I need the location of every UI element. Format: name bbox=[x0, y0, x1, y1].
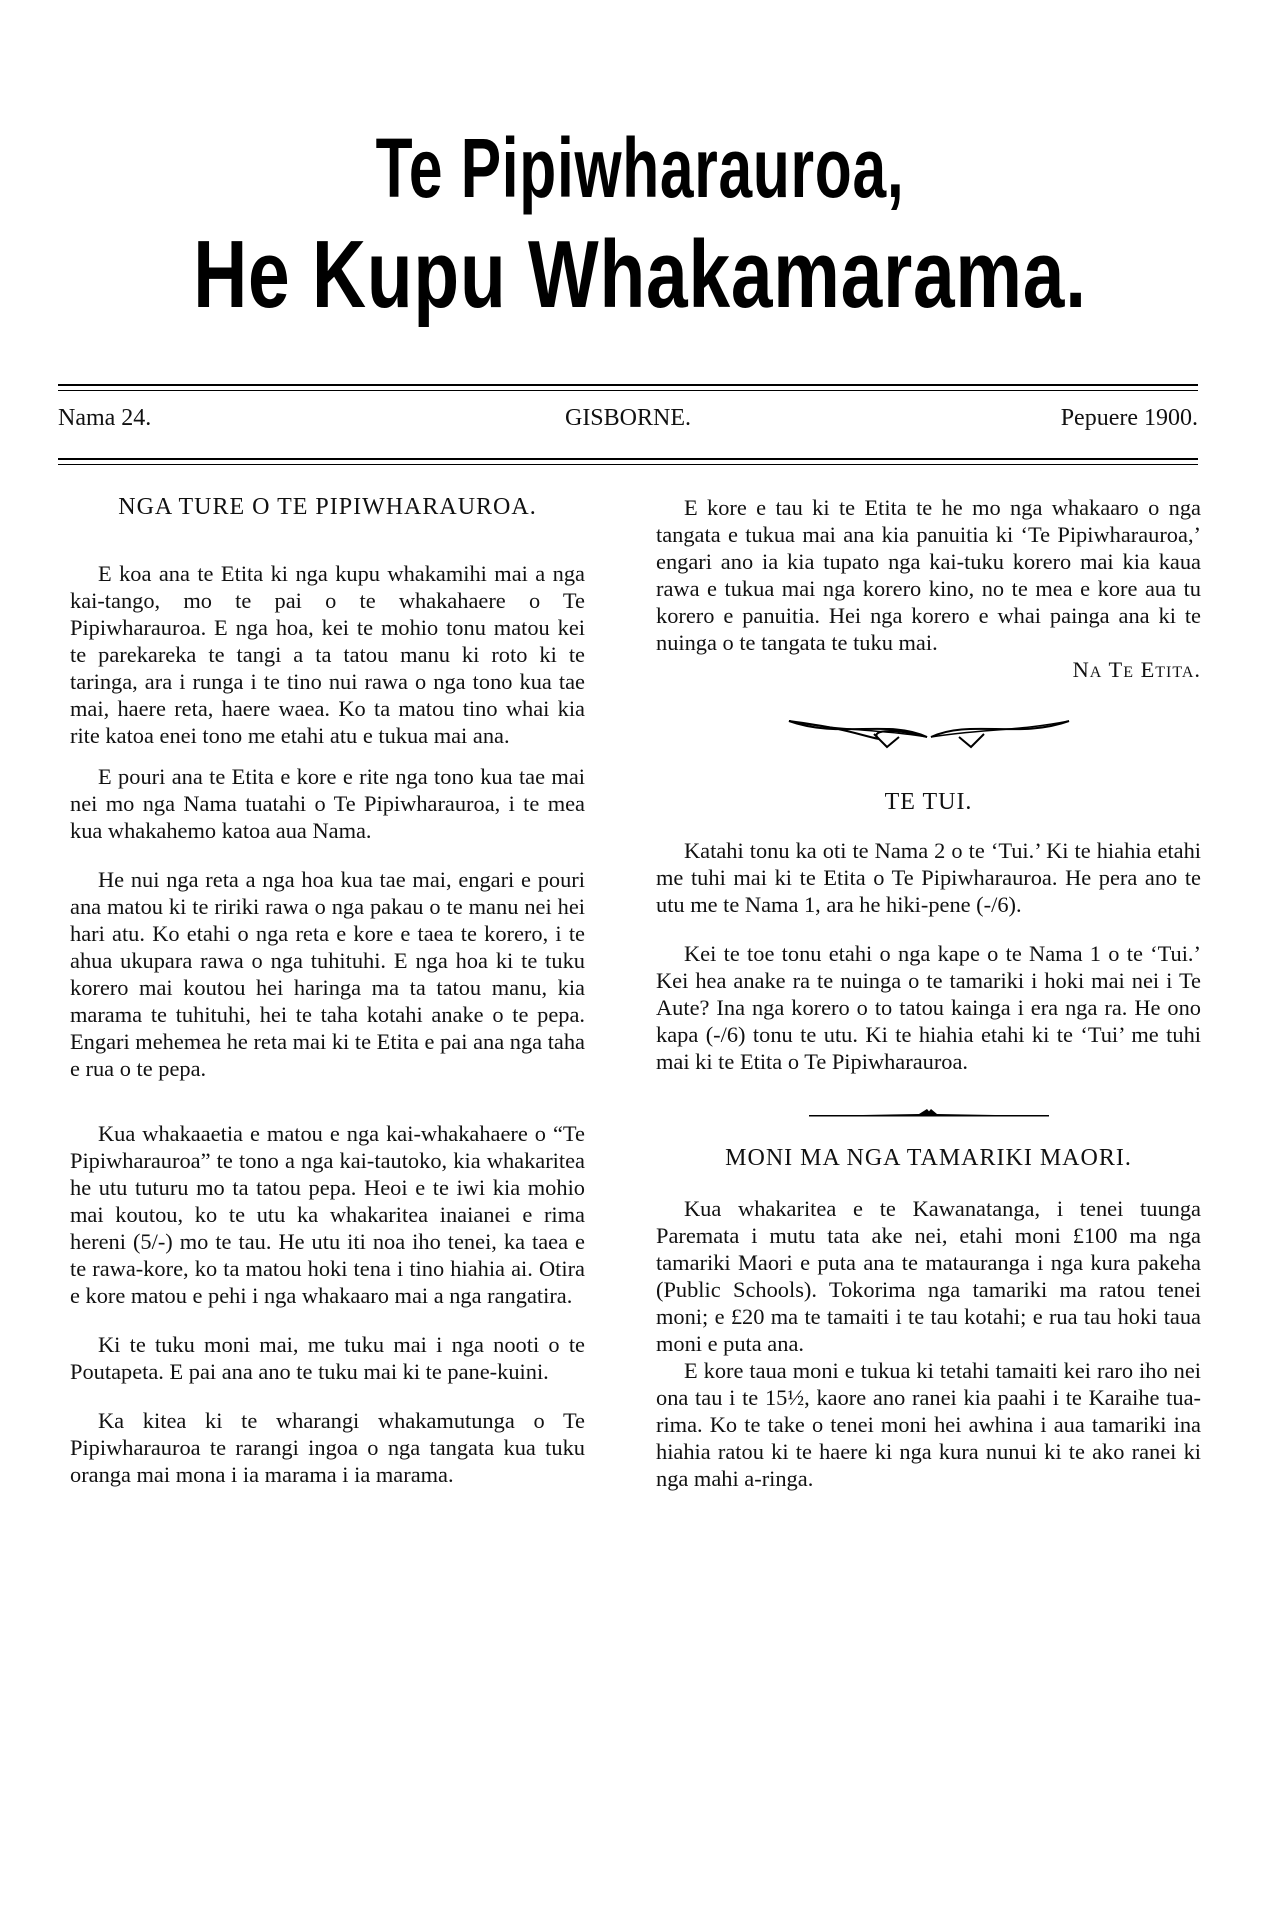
paragraph: Kua whakaaetia e matou e nga kai-whakahaere o “Te Pipiwharauroa” te tono a nga kai-tautoko, kia whakaritea he utu tuturu mo ta tatou pepa. Heoi e te iwi kia mohio mai koutou, ko te utu ka whakaritea inaianei e rima hereni (5/-) mo te tau. He utu iti noa iho tenei, ka taea e te rawa-kore, ko ta matou hoki tena i tino hiahia ai. Otira e kore matou e pehi i nga whakaaro mai a nga rangatira. bbox=[70, 1121, 585, 1308]
heading-moni: MONI MA NGA TAMARIKI MAORI. bbox=[725, 1145, 1132, 1171]
issue-date: Pepuere 1900. bbox=[1060, 405, 1198, 431]
heading-te-tui: TE TUI. bbox=[884, 789, 973, 815]
bottom-rule-2 bbox=[58, 464, 1198, 465]
masthead-title-line1: Te Pipiwharauroa, bbox=[375, 121, 905, 215]
paragraph: E pouri ana te Etita e kore e rite nga tono kua tae mai nei mo nga Nama tuatahi o Te Pipiwharauroa, i te mea kua whakahemo katoa aua Nama. bbox=[70, 764, 585, 843]
editor-notice: E kore e tau ki te Etita te he mo nga whakaaro o nga tangata e tukua mai ana kia panuitia ki ‘Te Pipiwharauroa,’ engari ano ia kia tupato nga kai-tuku korero mai kia kaua rawa e tukua mai nga korero kino, no te mea e kore aua tu korero e panuitia. Hei nga korero e whai painga ana ki te nuinga o te tangata te tuku mai. bbox=[656, 495, 1201, 655]
masthead-title-line2: He Kupu Whakamarama. bbox=[193, 221, 1087, 328]
paragraph: Ki te tuku moni mai, me tuku mai i nga nooti o te Poutapeta. E pai ana ano te tuku mai ki te pane-kuini. bbox=[70, 1332, 585, 1384]
paragraph: Kei te toe tonu etahi o nga kape o te Nama 1 o te ‘Tui.’ Kei hea anake ra te nuinga o te tamariki i hoki mai nei i Te Aute? Ina nga korero o to tatou kainga i era nga ra. He ono kapa (-/6) tonu te utu. Ki te hiahia etahi ki te ‘Tui’ me tuhi mai ki te Etita o Te Pipiwharauroa. bbox=[656, 941, 1201, 1074]
paragraph: He nui nga reta a nga hoa kua tae mai, engari e pouri ana matou ki te ririki rawa o nga pakau o te manu nei hei hari atu. Ko etahi o nga reta e kore e taea te korero, i te ahua ukupara rawa o nga tuhituhi. E nga hoa ki te tuku korero mai koutou hei haringa ma ta tatou manu, kia marama te tuhituhi, hei te taha kotahi anake o te pepa. Engari mehemea he reta mai ki te Etita e pai ana nga taha e rua o te pepa. bbox=[70, 867, 585, 1081]
flourish-ornament bbox=[779, 709, 1079, 753]
issue-number: Nama 24. bbox=[58, 405, 152, 431]
top-rule-2 bbox=[58, 390, 1198, 391]
paragraph: Katahi tonu ka oti te Nama 2 o te ‘Tui.’ Ki te hiahia etahi me tuhi mai ki te Etita o Te Pipiwharauroa. He pera ano te utu me te Nama 1, ara he hiki-pene (-/6). bbox=[656, 838, 1201, 917]
editor-signature: Na Te Etita. bbox=[1072, 657, 1201, 682]
paragraph: Ka kitea ki te wharangi whakamutunga o Te Pipiwharauroa te rarangi ingoa o nga tangata kua tuku oranga mai mona i ia marama i ia marama. bbox=[70, 1408, 585, 1487]
left-column bbox=[70, 492, 585, 1488]
paragraph: E koa ana te Etita ki nga kupu whakamihi mai a nga kai-tango, mo te pai o te whakahaere o Te Pipiwharauroa. E nga hoa, kei te mohio tonu matou kei te parekareka te tangi a ta tatou manu ki roto ki te taringa, ara i runga i te tino nui rawa o nga tono kua tae mai, haere reta, haere waea. Ko ta matou tino whai kia rite katoa enei tono me etahi atu e tukua mai ana. bbox=[70, 561, 585, 748]
dateline bbox=[58, 405, 1198, 445]
bottom-rule-1 bbox=[58, 458, 1198, 460]
place-name: GISBORNE. bbox=[564, 405, 691, 431]
right-column bbox=[656, 494, 1201, 1492]
heading-nga-ture: NGA TURE O TE PIPIWHARAUROA. bbox=[118, 494, 537, 520]
dash-ornament bbox=[809, 1105, 1049, 1121]
top-rule-1 bbox=[58, 384, 1198, 386]
paragraph: Kua whakaritea e te Kawanatanga, i tenei tuunga Paremata i mutu tata ake nei, etahi moni £100 ma nga tamariki Maori e puta ana te matauranga i nga kura pakeha (Public Schools). Tokorima nga tamariki ma ratou tenei moni; e £20 ma te tamaiti i te tau kotahi; e rua tau hoki taua moni e puta ana. bbox=[656, 1196, 1201, 1356]
paragraph: E kore taua moni e tukua ki tetahi tamaiti kei raro iho nei ona tau i te 15½, kaore ano ranei kia paahi i te Karaihe tua-rima. Ko te take o tenei moni hei awhina i aua tamariki ina hiahia ratou ki te haere ki nga kura nunui ki te ako ranei ki nga mahi a-ringa. bbox=[656, 1358, 1201, 1491]
